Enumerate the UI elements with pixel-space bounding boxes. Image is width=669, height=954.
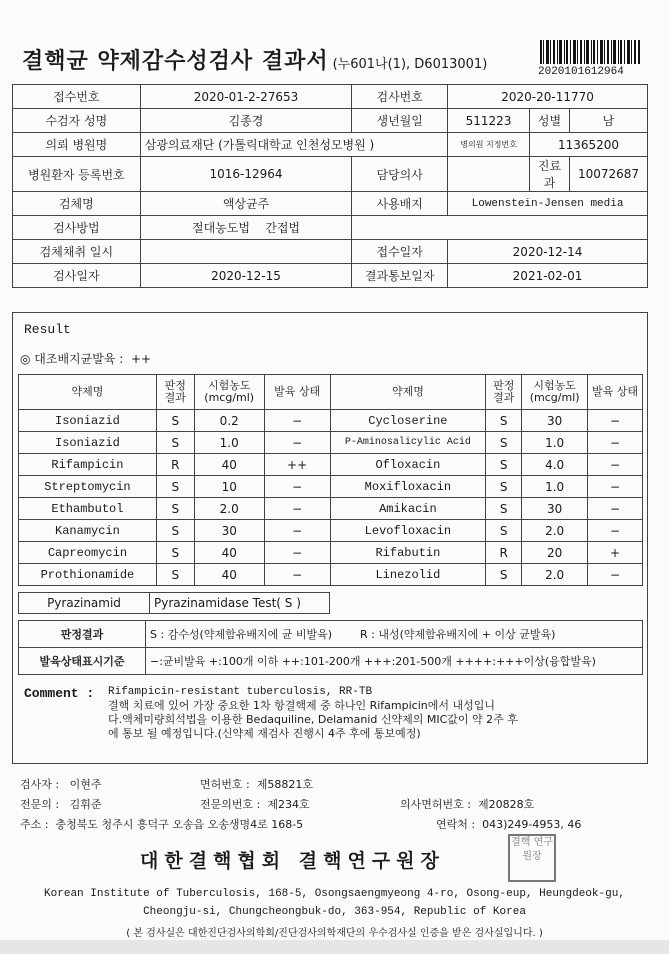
growth-legend: −:균비발육 +:100개 이하 ++:101-200개 +++:201-500개 ++++:+++이상(융합발육) (146, 648, 643, 675)
growth-legend-label: 발육상태표시기준 (19, 648, 146, 675)
drug-conc: 0.2 (194, 410, 264, 432)
barcode-number: 2020101612964 (538, 66, 624, 78)
drug-row (19, 564, 643, 586)
medium: Lowenstein-Jensen media (448, 192, 648, 216)
medium-label: 사용배지 (352, 192, 448, 216)
drug-name: Kanamycin (19, 520, 157, 542)
drug-judge: R (486, 542, 522, 564)
drug-growth: − (264, 564, 330, 586)
drug-growth: − (264, 432, 330, 454)
drug-name: Linezolid (330, 564, 486, 586)
drug-conc: 4.0 (522, 454, 588, 476)
patient-info-table (12, 84, 648, 288)
drug-conc: 2.0 (194, 498, 264, 520)
drug-name: Capreomycin (19, 542, 157, 564)
collect (140, 240, 352, 264)
judge-legend: S : 감수성(약제함유배지에 균 비발육) R : 내성(약제함유배지에 + 이상 균발육) (146, 621, 643, 648)
drug-growth: − (588, 498, 643, 520)
report-title: 결핵균 약제감수성검사 결과서 (누601나(1), D6013001) (22, 49, 488, 74)
comment-line: 결핵 치료에 있어 가장 중요한 1차 항결핵제 중 하나인 Rifampicin에서 내성입니 (108, 699, 496, 712)
drug-judge: R (156, 454, 194, 476)
hospital-code: 11365200 (530, 133, 648, 157)
drug-name: Ofloxacin (330, 454, 486, 476)
contact: 연락처 : 043)249-4953, 46 (436, 818, 582, 831)
drug-judge: S (486, 564, 522, 586)
drug-conc: 1.0 (522, 432, 588, 454)
drug-growth: − (264, 476, 330, 498)
collect-label: 검체채취 일시 (13, 240, 141, 264)
notify-date: 2021-02-01 (448, 264, 648, 288)
drug-growth: ++ (264, 454, 330, 476)
comment-line: 에 통보 될 예정입니다.(신약제 재검사 진행시 4주 후에 통보예정) (108, 727, 421, 740)
drug-growth: − (588, 520, 643, 542)
judge-legend-label: 판정결과 (19, 621, 146, 648)
drug-conc: 1.0 (522, 476, 588, 498)
drug-name: Isoniazid (19, 432, 157, 454)
drug-judge: S (156, 564, 194, 586)
drug-judge: S (486, 520, 522, 542)
comment-text (108, 685, 638, 741)
pza-result: Pyrazinamidase Test( S ) (150, 593, 330, 614)
drug-growth: − (588, 564, 643, 586)
drug-name: Rifampicin (19, 454, 157, 476)
drug-name: Ethambutol (19, 498, 157, 520)
drug-growth: − (588, 454, 643, 476)
reg-no: 1016-12964 (140, 157, 352, 192)
drug-conc: 2.0 (522, 564, 588, 586)
drug-name: Isoniazid (19, 410, 157, 432)
sex-label: 성별 (530, 109, 570, 133)
drug-judge: S (156, 410, 194, 432)
pza-table (18, 592, 330, 614)
drug-conc: 1.0 (194, 432, 264, 454)
method: 절대농도법 간접법 (140, 216, 352, 240)
drug-growth: − (264, 410, 330, 432)
drug-judge: S (486, 476, 522, 498)
official-seal: 결핵 연구 원장 (508, 834, 556, 882)
footer-cert: ( 본 검사실은 대한진단검사의학회/진단검사의학재단의 우수검사실 인증을 받은 검사실입니다. ) (126, 928, 543, 939)
drug-judge: S (156, 542, 194, 564)
drug-row (19, 410, 643, 432)
test-no: 2020-20-11770 (448, 85, 648, 109)
drug-row (19, 542, 643, 564)
doctor-label: 담당의사 (352, 157, 448, 192)
receipt-no-label: 접수번호 (13, 85, 141, 109)
patient-label: 수검자 성명 (13, 109, 141, 133)
receive-date: 2020-12-14 (448, 240, 648, 264)
drug-name: Streptomycin (19, 476, 157, 498)
drug-judge: S (486, 498, 522, 520)
drug-conc: 30 (522, 498, 588, 520)
drug-table (18, 374, 643, 586)
drug-conc: 40 (194, 542, 264, 564)
drug-growth: − (588, 476, 643, 498)
bottom-bar (0, 940, 669, 954)
drug-name: Rifabutin (330, 542, 486, 564)
drug-row (19, 520, 643, 542)
drug-judge: S (486, 454, 522, 476)
notify-label: 결과통보일자 (352, 264, 448, 288)
drug-conc: 40 (194, 454, 264, 476)
comment-line: Rifampicin-resistant tuberculosis, RR-TB (108, 686, 373, 698)
specimen-label: 검체명 (13, 192, 141, 216)
hospital-name: 삼광의료재단 (가톨릭대학교 인천성모병원 ) (140, 133, 447, 157)
drug-judge: S (156, 520, 194, 542)
header-judge: 판정 결과 (486, 375, 522, 410)
report-code: (누601나(1), D6013001) (332, 57, 488, 72)
barcode (540, 40, 640, 64)
specialist: 전문의 : 김휘준 (20, 798, 102, 811)
result-label: Result (24, 322, 71, 337)
header-conc: 시험농도 (mcg/ml) (522, 375, 588, 410)
drug-growth: − (588, 432, 643, 454)
license: 면허번호 : 제58821호 (200, 778, 313, 791)
pza-label: Pyrazinamid (19, 593, 150, 614)
doctor-license: 의사면허번호 : 제20828호 (400, 798, 535, 811)
drug-name: Cycloserine (330, 410, 486, 432)
drug-row (19, 476, 643, 498)
header-growth: 발육 상태 (588, 375, 643, 410)
drug-conc: 20 (522, 542, 588, 564)
dept: 10072687 (569, 157, 647, 192)
hospital-label: 의뢰 병원명 (13, 133, 141, 157)
drug-conc: 40 (194, 564, 264, 586)
sex: 남 (569, 109, 647, 133)
drug-growth: − (264, 498, 330, 520)
drug-row (19, 498, 643, 520)
address: 주소 : 충청북도 청주시 흥덕구 오송읍 오송생명4로 168-5 (20, 818, 304, 831)
specimen: 액상균주 (140, 192, 352, 216)
drug-conc: 30 (194, 520, 264, 542)
drug-judge: S (486, 432, 522, 454)
header-drug: 약제명 (330, 375, 486, 410)
tester: 검사자 : 이현주 (20, 778, 102, 791)
footer-address-2: Cheongju-si, Chungcheongbuk-do, 363-954, Republic of Korea (143, 906, 526, 918)
drug-row (19, 454, 643, 476)
organization-name: 대한결핵협회 결핵연구원장 (140, 850, 445, 872)
drug-name: Prothionamide (19, 564, 157, 586)
header-drug: 약제명 (19, 375, 157, 410)
header-conc: 시험농도 (mcg/ml) (194, 375, 264, 410)
dept-label: 진료과 (530, 157, 570, 192)
header-judge: 판정 결과 (156, 375, 194, 410)
drug-growth: + (588, 542, 643, 564)
comment-line: 다.액체미량희석법을 이용한 Bedaquiline, Delamanid 신약제의 MIC값이 약 2주 후 (108, 713, 518, 726)
header-growth: 발육 상태 (264, 375, 330, 410)
patient-name: 김종경 (140, 109, 352, 133)
birth-label: 생년월일 (352, 109, 448, 133)
drug-conc: 30 (522, 410, 588, 432)
drug-name: Amikacin (330, 498, 486, 520)
hospital-code-label: 병의원 지정번호 (448, 133, 530, 157)
footer-address-1: Korean Institute of Tuberculosis, 168-5, Osongsaengmyeong 4-ro, Osong-eup, Heungdeok-gu, (44, 888, 625, 900)
legend-table (18, 620, 643, 675)
drug-judge: S (486, 410, 522, 432)
test-no-label: 검사번호 (352, 85, 448, 109)
receive-label: 접수일자 (352, 240, 448, 264)
drug-growth: − (264, 542, 330, 564)
drug-growth: − (588, 410, 643, 432)
specialist-no: 전문의번호 : 제234호 (200, 798, 310, 811)
control-growth: ◎ 대조배지균발육 : ++ (20, 352, 152, 366)
drug-conc: 2.0 (522, 520, 588, 542)
drug-name: P-Aminosalicylic Acid (330, 432, 486, 454)
drug-growth: − (264, 520, 330, 542)
drug-name: Levofloxacin (330, 520, 486, 542)
drug-row (19, 432, 643, 454)
comment-label: Comment : (24, 686, 95, 701)
testdate-label: 검사일자 (13, 264, 141, 288)
doctor (448, 157, 530, 192)
drug-name: Moxifloxacin (330, 476, 486, 498)
reg-no-label: 병원환자 등록번호 (13, 157, 141, 192)
birth: 511223 (448, 109, 530, 133)
drug-judge: S (156, 498, 194, 520)
test-date: 2020-12-15 (140, 264, 352, 288)
method-label: 검사방법 (13, 216, 141, 240)
receipt-no: 2020-01-2-27653 (140, 85, 352, 109)
drug-judge: S (156, 432, 194, 454)
drug-conc: 10 (194, 476, 264, 498)
drug-judge: S (156, 476, 194, 498)
method-blank (352, 216, 648, 240)
